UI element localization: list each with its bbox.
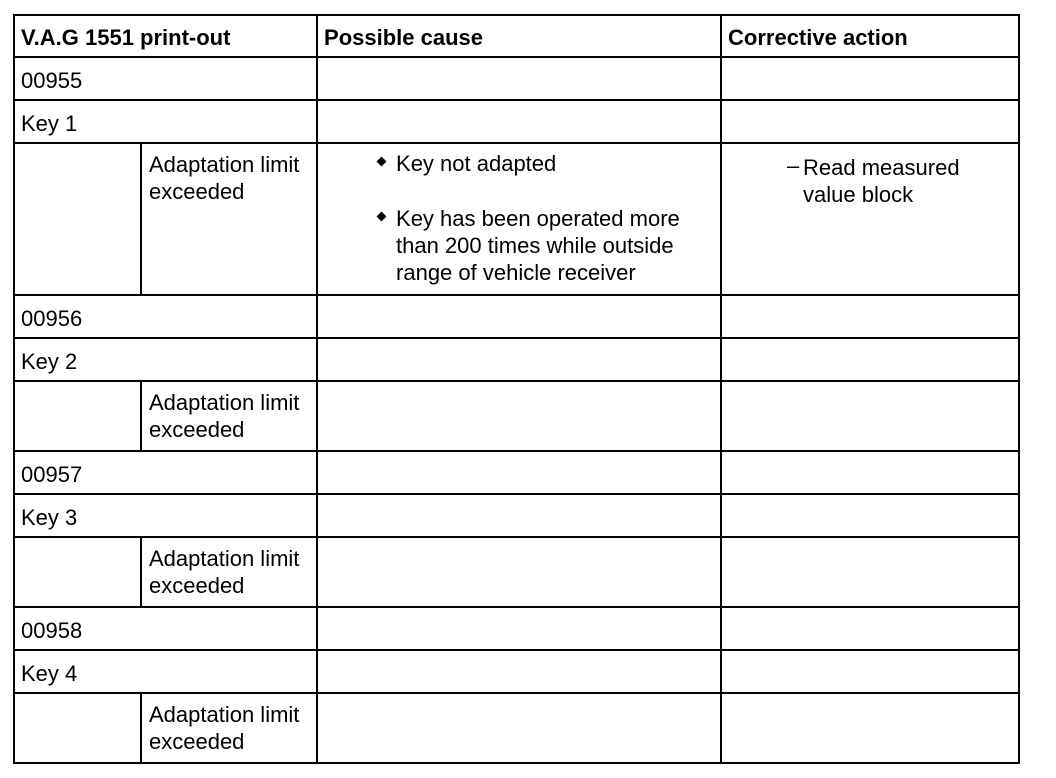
table-row [14,57,1019,100]
header-possible-cause: Possible cause [317,15,721,57]
fault-code: 00956 [14,295,317,338]
fault-code: 00955 [14,57,317,100]
empty-cell [317,494,721,537]
corrective-action-cell [721,143,1019,295]
table-row [14,537,1019,607]
fault-description: Adaptation limit exceeded [141,143,317,295]
table-row [14,381,1019,451]
empty-cell [317,57,721,100]
fault-code: 00958 [14,607,317,650]
table-row [14,338,1019,381]
table-row [14,607,1019,650]
diamond-bullet-icon [377,212,387,222]
fault-description: Adaptation limit exceeded [141,381,317,451]
empty-cell [317,537,721,607]
table-row [14,494,1019,537]
table-row [14,143,1019,295]
dash-bullet-icon: – [787,153,800,178]
empty-cell [721,381,1019,451]
empty-cell [317,451,721,494]
empty-cell [721,607,1019,650]
header-printout: V.A.G 1551 print-out [14,15,317,57]
action-item: – Read measured value block [787,153,960,207]
empty-cell [721,57,1019,100]
empty-cell [317,650,721,693]
empty-cell [721,494,1019,537]
empty-cell [721,451,1019,494]
empty-cell [317,295,721,338]
empty-cell [721,100,1019,143]
empty-cell [317,381,721,451]
empty-cell [317,338,721,381]
empty-cell [721,338,1019,381]
cause-item: Key has been operated more than 200 times while outside range of vehicle receiver [378,205,720,286]
possible-cause-cell [317,143,721,295]
empty-cell [721,537,1019,607]
empty-cell [317,693,721,763]
fault-code: 00957 [14,451,317,494]
table-row [14,650,1019,693]
fault-description: Adaptation limit exceeded [141,693,317,763]
empty-cell [317,607,721,650]
fault-description: Adaptation limit exceeded [141,537,317,607]
table-row [14,295,1019,338]
key-label: Key 1 [14,100,317,143]
cause-item: Key not adapted [378,150,720,177]
empty-cell [721,650,1019,693]
diamond-bullet-icon [377,157,387,167]
empty-cell [14,381,141,451]
empty-cell [14,537,141,607]
empty-cell [721,295,1019,338]
table-row [14,693,1019,763]
table-row [14,451,1019,494]
empty-cell [721,693,1019,763]
empty-cell [317,100,721,143]
fault-table [13,14,1020,764]
empty-cell [14,693,141,763]
key-label: Key 2 [14,338,317,381]
table-row [14,100,1019,143]
header-corrective-action: Corrective action [721,15,1019,57]
header-row [14,15,1019,57]
key-label: Key 3 [14,494,317,537]
key-label: Key 4 [14,650,317,693]
empty-cell [14,143,141,295]
